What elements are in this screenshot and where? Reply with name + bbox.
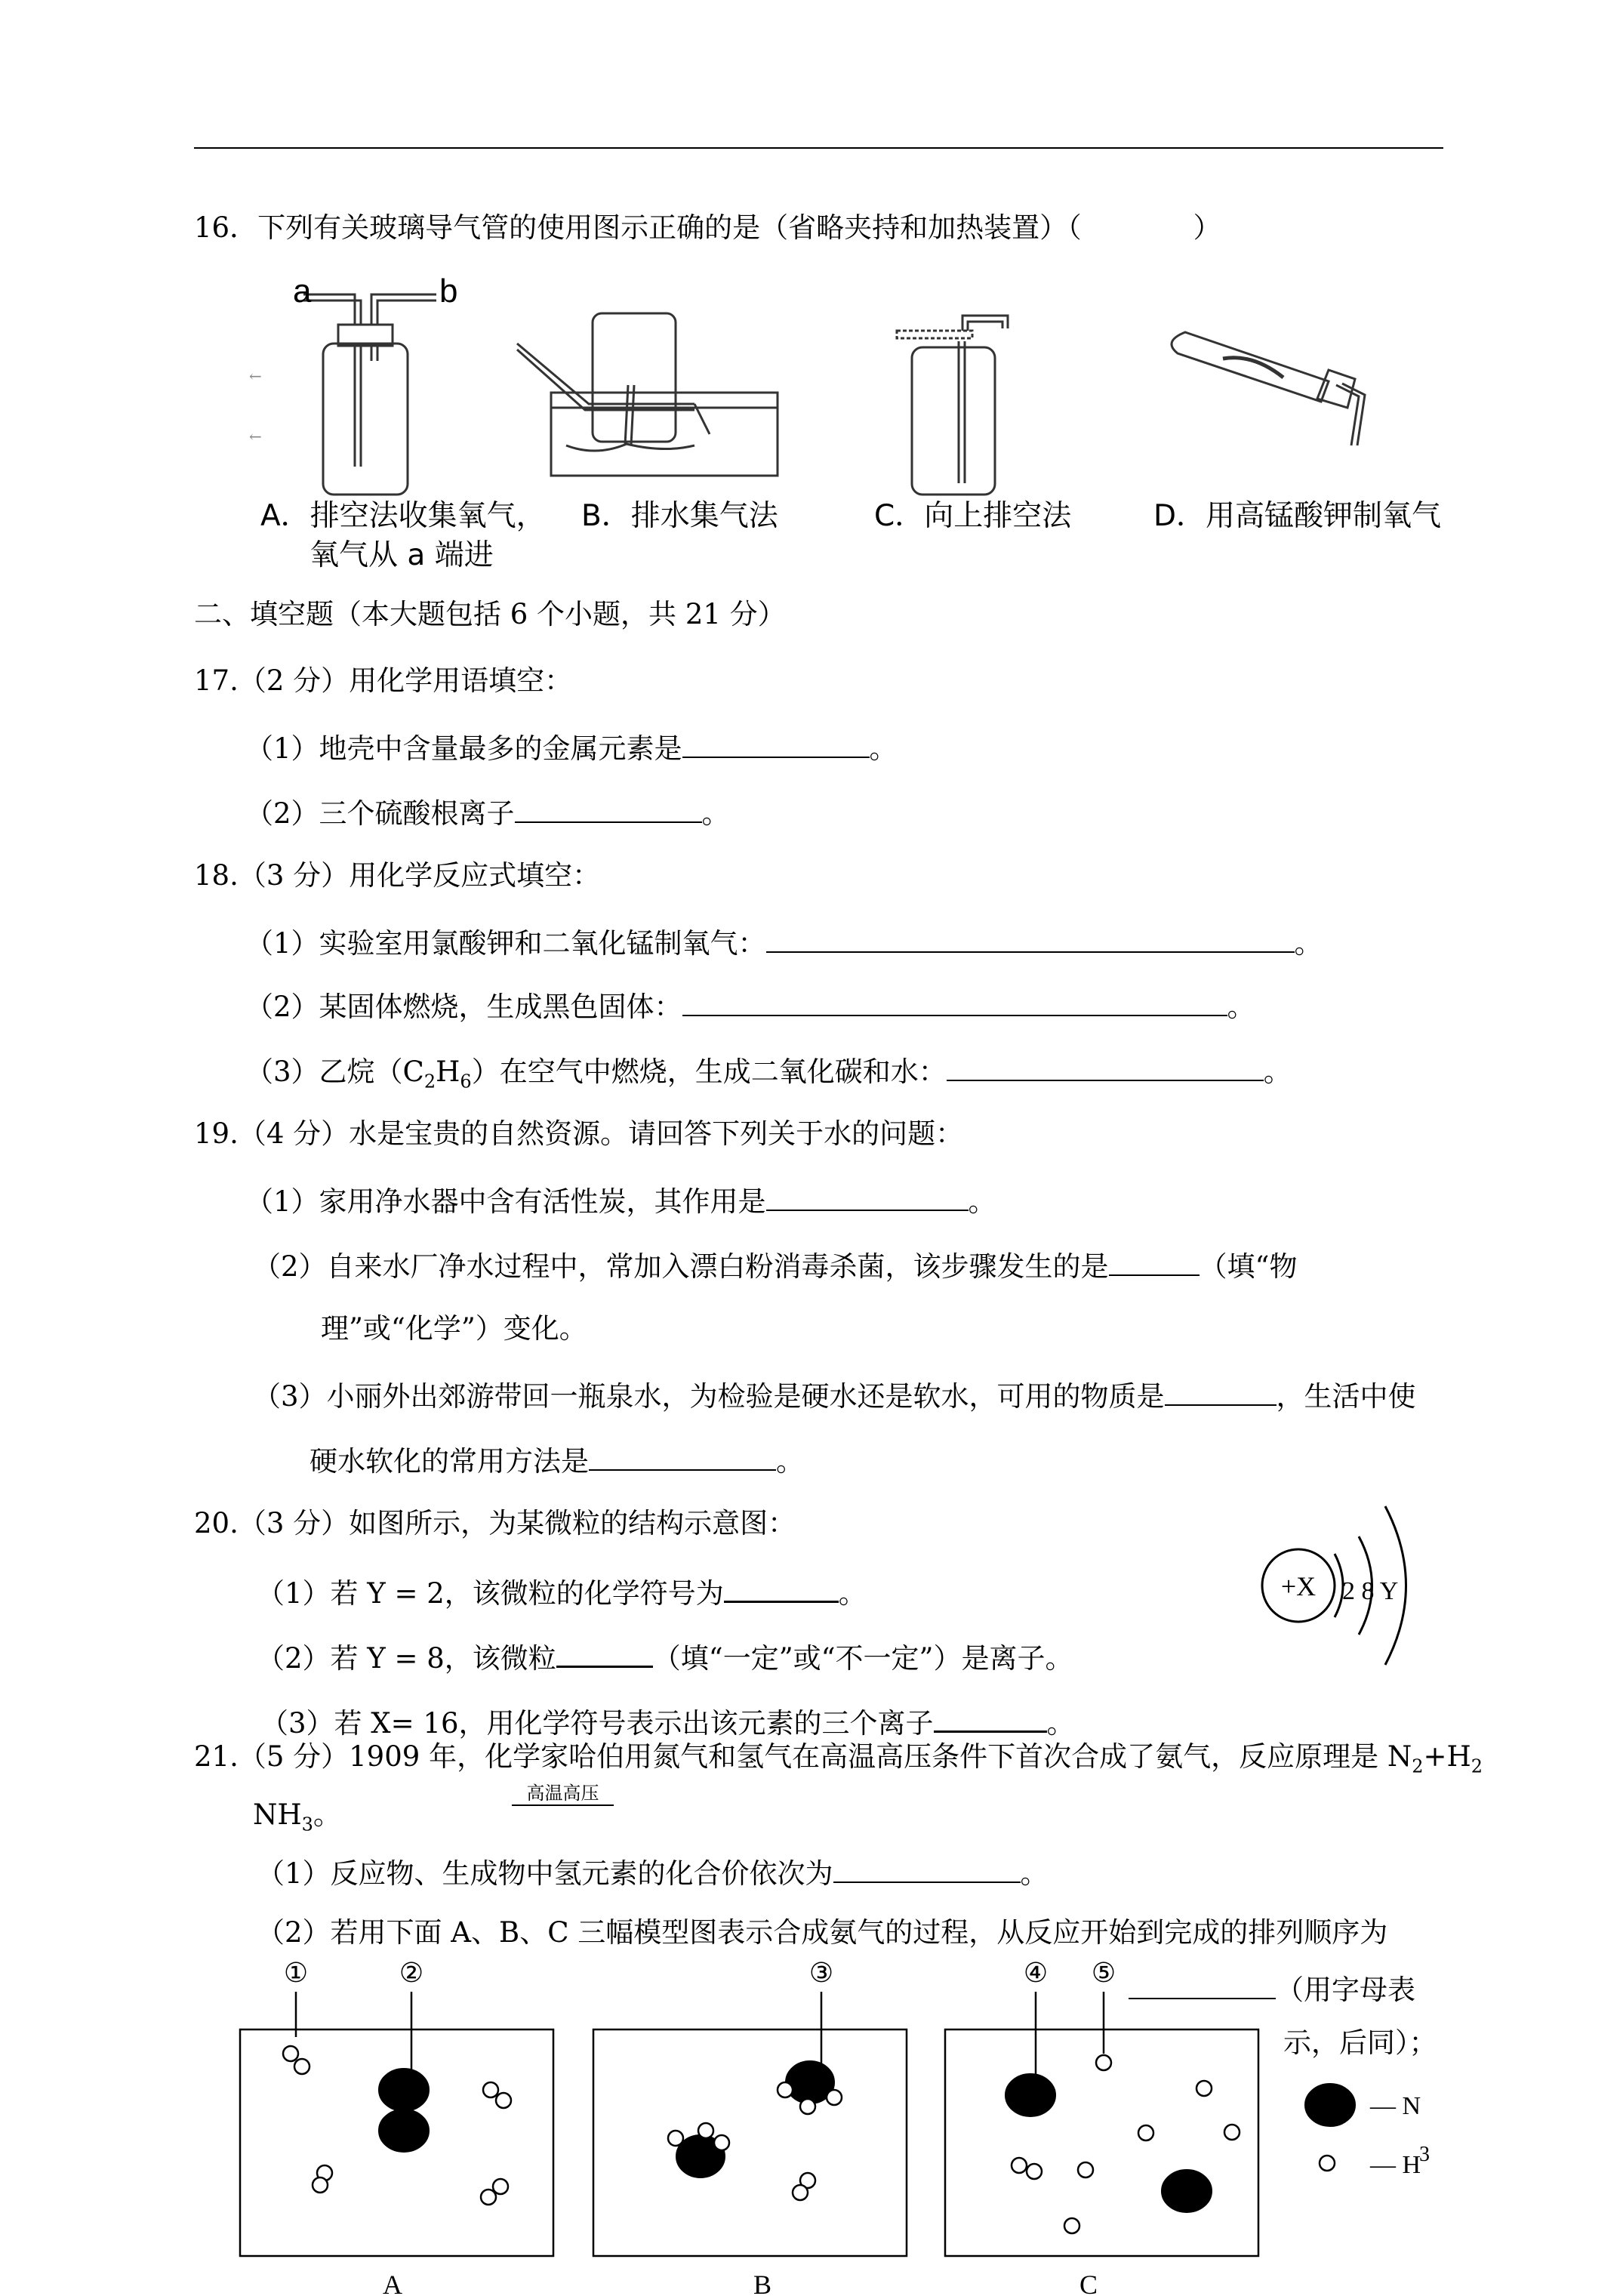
atom-structure-diagram: [1246, 1495, 1442, 1676]
answer-blank[interactable]: [1109, 1247, 1200, 1276]
answer-blank[interactable]: [947, 1052, 1264, 1081]
marker-3: ③: [808, 1958, 834, 1989]
apparatus-c-bottle: [897, 316, 1008, 495]
page-number: 3: [1419, 2143, 1430, 2166]
q21-product: $NH_3$。: [253, 1798, 341, 1835]
answer-blank[interactable]: [1165, 1377, 1277, 1406]
marker-1: ①: [283, 1958, 309, 1989]
marker-2: ②: [399, 1958, 424, 1989]
q21-part2-cont: （用字母表: [1129, 1971, 1415, 2007]
q20-part2: （2）若 Y = 8，该微粒 （填“一定”或“不一定”）是离子。: [257, 1638, 1073, 1675]
q16-figure: [242, 272, 1449, 529]
q19-part1: （1）家用净水器中含有活性炭，其作用是 。: [245, 1182, 996, 1219]
legend-n: — N: [1370, 2092, 1421, 2120]
q19-part3-cont: 硬水软化的常用方法是 。: [310, 1442, 804, 1478]
box-label-a: A: [383, 2270, 402, 2296]
q16-option-a: A．排空法收集氧气，: [260, 499, 546, 533]
q17-part2: （2）三个硫酸根离子 。: [245, 794, 730, 831]
q16-stem: 16．下列有关玻璃导气管的使用图示正确的是（省略夹持和加热装置）（ ）: [194, 211, 1221, 244]
q16-option-a-note: 氧气从 a 端进: [310, 538, 494, 572]
header-rule: [194, 147, 1443, 149]
molecular-model-figure: [226, 1955, 1464, 2296]
q18-stem: 18.（3 分）用化学反应式填空：: [194, 859, 601, 892]
q20-part1: （1）若 Y = 2，该微粒的化学符号为 。: [257, 1573, 867, 1610]
answer-blank[interactable]: [934, 1703, 1047, 1733]
box-label-c: C: [1079, 2270, 1098, 2296]
q16-option-b: B．排水集气法: [581, 499, 778, 533]
svg-text:←: ←: [249, 427, 262, 445]
nucleus-label: +X: [1280, 1571, 1317, 1601]
q21-stem: 21.（5 分）1909 年，化学家哈伯用氮气和氢气在高温高压条件下首次合成了氨气，反应原理是 $N_2+H_2$: [194, 1740, 1483, 1777]
marker-5: ⑤: [1091, 1958, 1116, 1989]
label-b: b: [439, 273, 458, 310]
q21-part2: （2）若用下面 A、B、C 三幅模型图表示合成氨气的过程，从反应开始到完成的排列顺序为: [257, 1916, 1388, 1949]
q19-part2-cont: 理”或“化学”）变化。: [321, 1312, 587, 1345]
model-box-b: [593, 2029, 907, 2256]
q21-part1: （1）反应物、生成物中氢元素的化合价依次为 。: [257, 1854, 1049, 1891]
answer-blank[interactable]: [766, 1182, 969, 1211]
svg-text:←: ←: [249, 367, 262, 385]
q17-stem: 17.（2 分）用化学用语填空：: [194, 664, 573, 697]
apparatus-d-tube: [1172, 332, 1365, 445]
q16-option-d: D．用高锰酸钾制氧气: [1153, 499, 1442, 533]
section2-title: 二、填空题（本大题包括 6 个小题，共 21 分）: [194, 598, 786, 630]
q19-part2: （2）自来水厂净水过程中，常加入漂白粉消毒杀菌，该步骤发生的是 （填“物: [253, 1247, 1297, 1284]
answer-blank[interactable]: [515, 794, 702, 823]
answer-blank[interactable]: [724, 1573, 839, 1603]
label-a: a: [293, 273, 312, 310]
q20-part3: （3）若 X= 16，用化学符号表示出该元素的三个离子 。: [260, 1703, 1075, 1740]
q18-part1: （1）实验室用氯酸钾和二氧化锰制氧气： 。: [245, 924, 1323, 960]
box-label-b: B: [753, 2270, 772, 2296]
answer-blank[interactable]: [556, 1638, 653, 1668]
answer-blank[interactable]: [766, 924, 1295, 953]
shell-electrons: 2 8 Y: [1342, 1577, 1399, 1605]
reaction-condition: 高温高压: [512, 1778, 614, 1806]
answer-blank[interactable]: [589, 1442, 776, 1471]
answer-blank[interactable]: [682, 729, 870, 758]
q20-stem: 20.（3 分）如图所示，为某微粒的结构示意图：: [194, 1507, 796, 1539]
q19-part3: （3）小丽外出郊游带回一瓶泉水，为检验是硬水还是软水，可用的物质是 ，生活中使: [253, 1377, 1416, 1413]
apparatus-b-trough: [517, 313, 778, 476]
answer-blank[interactable]: [682, 988, 1227, 1016]
q21-part2-cont2: 示，后同）；: [1283, 2026, 1437, 2059]
apparatus-a-bottle: [303, 294, 436, 495]
legend-h: — H: [1370, 2151, 1421, 2179]
q18-part3: （3）乙烷$(C_2H_6)$在空气中燃烧，生成二氧化碳和水： 。: [245, 1052, 1292, 1098]
q16-option-c: C．向上排空法: [874, 499, 1072, 533]
q19-stem: 19.（4 分）水是宝贵的自然资源。请回答下列关于水的问题：: [194, 1117, 964, 1150]
q17-part1: （1）地壳中含量最多的金属元素是 。: [245, 729, 898, 766]
q18-part2: （2）某固体燃烧，生成黑色固体： 。: [245, 988, 1255, 1024]
answer-blank[interactable]: [833, 1854, 1021, 1883]
marker-4: ④: [1023, 1958, 1049, 1989]
